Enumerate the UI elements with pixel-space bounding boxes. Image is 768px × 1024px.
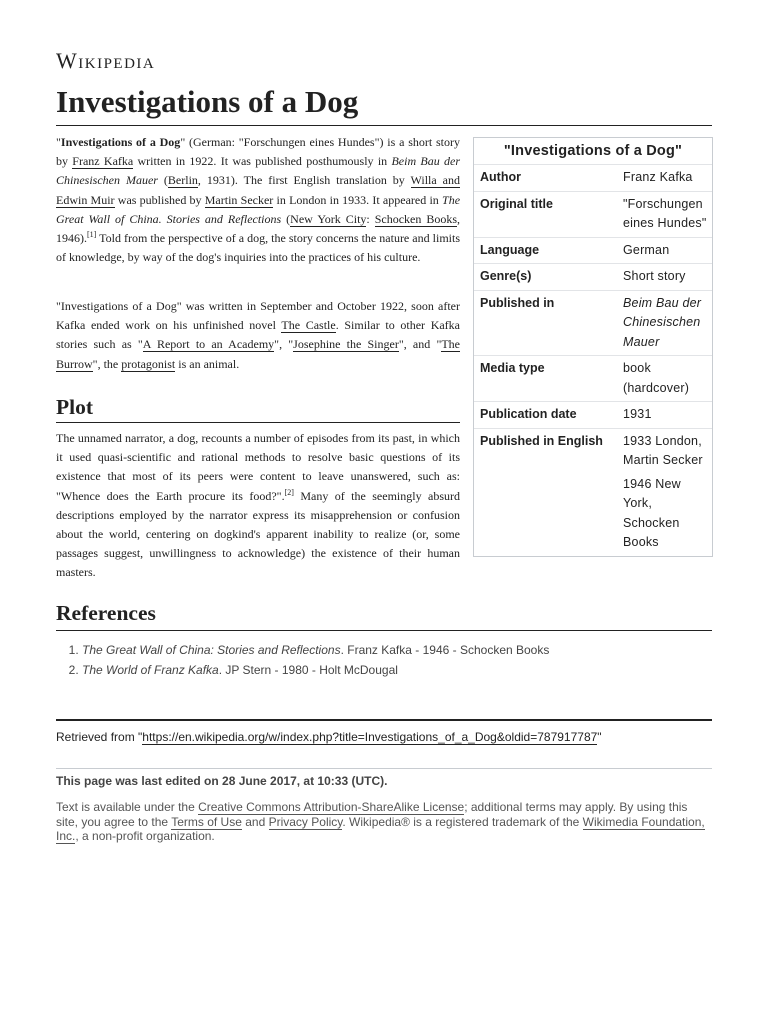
infobox-label: Publication date — [480, 407, 577, 421]
infobox-label: Media type — [480, 361, 545, 375]
intro-paragraph-2: "Investigations of a Dog" was written in September and October 1922, soon after Kafka ended work on his unfinished novel The Castle. Similar to other Kafka stories such as "A Report to an Academy", "Josephine the Singer", and "The Burrow", the protagonist is an animal. — [56, 299, 461, 371]
infobox-label: Genre(s) — [480, 269, 532, 283]
link-the-castle[interactable]: The Castle — [281, 318, 336, 333]
citation-1[interactable]: [1] — [87, 230, 97, 240]
bold-title: Investigations of a Dog — [60, 135, 181, 149]
citation-2[interactable]: [2] — [284, 487, 294, 497]
wikipedia-wordmark[interactable]: Wikipedia — [56, 48, 156, 73]
footer-divider — [56, 719, 712, 721]
infobox-value-line: 1933 London, Martin Secker — [623, 433, 703, 467]
link-new-york-city[interactable]: New York City — [290, 211, 367, 226]
link-franz-kafka[interactable]: Franz Kafka — [72, 154, 134, 169]
infobox-row-author — [474, 165, 712, 192]
infobox-value: Short story — [623, 269, 686, 283]
infobox-value: Beim Bau der Chinesischen Mauer — [623, 295, 702, 349]
retrieved-from: Retrieved from "https://en.wikipedia.org/w/index.php?title=Investigations_of_a_Dog&oldid=787917787" — [56, 730, 602, 744]
plot-paragraph: The unnamed narrator, a dog, recounts a number of episodes from its past, in which it used quasi-scientific and rational methods to resolve basic questions of its existence that most of its peers were content to leave unanswered, such as: "Whence does the Earth procure its food?".[2] Many of the seemingly absurd descriptions employed by the narrator express its misapprehension or confusion about the world, centering on dogkind's apparent inability to realize (or, some passages suggest, unwillingness to acknowledge) the existence of their human masters. — [56, 431, 460, 580]
infobox-row-language — [474, 238, 712, 265]
infobox-value: Franz Kafka — [623, 170, 693, 184]
page-title: Investigations of a Dog — [56, 84, 359, 119]
link-terms-of-use[interactable]: Terms of Use — [171, 814, 242, 829]
infobox-label: Original title — [480, 196, 553, 211]
reference-item: 2. The World of Franz Kafka. JP Stern - 1980 - Holt McDougal — [82, 660, 549, 680]
infobox-row-media-type — [474, 356, 712, 402]
infobox-label: Published in English — [480, 433, 603, 448]
references-list — [56, 640, 549, 680]
infobox-caption: "Investigations of a Dog" — [474, 138, 712, 165]
infobox-label: Language — [480, 242, 540, 257]
infobox-value: 1931 — [623, 407, 652, 421]
infobox-value: "Forschungen eines Hundes" — [623, 196, 707, 230]
infobox-row-publication-date — [474, 402, 712, 429]
reference-title: The Great Wall of China: Stories and Reflections — [82, 643, 341, 657]
last-edited-notice: This page was last edited on 28 June 2017, at 10:33 (UTC). — [56, 774, 388, 788]
link-willa-edwin-muir[interactable]: Willa and Edwin Muir — [56, 173, 461, 207]
infobox-value: German — [623, 242, 670, 257]
link-wikimedia-foundation[interactable]: Wikimedia Foundation, Inc. — [56, 814, 705, 843]
link-protagonist[interactable]: protagonist — [121, 356, 176, 371]
italic-beim-bau: Beim Bau der Chinesischen Mauer — [56, 154, 461, 188]
license-notice: Text is available under the Creative Commons Attribution-ShareAlike License; additional terms may apply. By using this site, you agree to the Terms of Use and Privacy Policy. Wikipedia® is a registered trademark of the Wikimedia Foundation, Inc., a non-profit organization. — [56, 800, 705, 843]
link-josephine-the-singer[interactable]: Josephine the Singer — [293, 337, 399, 352]
infobox — [473, 137, 713, 557]
infobox-row-published-in-english — [474, 429, 712, 556]
infobox-row-original-title — [474, 192, 712, 238]
reference-title: The World of Franz Kafka — [82, 663, 219, 677]
infobox-label: Published in — [480, 295, 555, 310]
link-martin-secker[interactable]: Martin Secker — [204, 192, 274, 207]
link-schocken-books[interactable]: Schocken Books — [374, 211, 458, 226]
infobox-value — [617, 429, 712, 556]
intro-paragraph-1: "Investigations of a Dog" (German: "Forschungen eines Hundes") is a short story by Franz Kafka written in 1922. It was published posthumously in Beim Bau der Chinesischen Mauer (Berlin, 1931). The first English translation by Willa and Edwin Muir was published by Martin Secker in London in 1933. It appeared in The Great Wall of China. Stories and Reflections (New York City: Schocken Books, 1946).[1] Told from the perspective of a dog, the story concerns the nature and limits of knowledge, by way of the dog's inquiries into the practices of his culture. — [56, 135, 461, 265]
infobox-label: Author — [480, 170, 521, 184]
plot-divider — [56, 422, 460, 423]
infobox-value: book (hardcover) — [623, 361, 690, 395]
references-divider — [56, 630, 712, 631]
infobox-row-published-in — [474, 291, 712, 357]
link-report-to-academy[interactable]: A Report to an Academy — [142, 337, 275, 352]
footer-thin-divider — [56, 768, 712, 769]
retrieved-url-link[interactable]: https://en.wikipedia.org/w/index.php?title=Investigations_of_a_Dog&oldid=787917787 — [142, 730, 598, 744]
italic-great-wall: The Great Wall of China. Stories and Reflections — [56, 192, 461, 226]
infobox-row-genre — [474, 264, 712, 291]
title-divider — [56, 125, 712, 126]
link-privacy-policy[interactable]: Privacy Policy — [268, 814, 343, 829]
references-heading: References — [56, 601, 156, 625]
reference-item: 1. The Great Wall of China: Stories and Reflections. Franz Kafka - 1946 - Schocken Books — [82, 640, 549, 660]
link-berlin[interactable]: Berlin — [167, 173, 198, 188]
link-cc-license[interactable]: Creative Commons Attribution-ShareAlike License — [198, 800, 465, 814]
infobox-value-line: 1946 New York, Schocken Books — [623, 476, 681, 549]
plot-heading: Plot — [56, 395, 94, 419]
link-the-burrow[interactable]: The Burrow — [56, 337, 460, 371]
